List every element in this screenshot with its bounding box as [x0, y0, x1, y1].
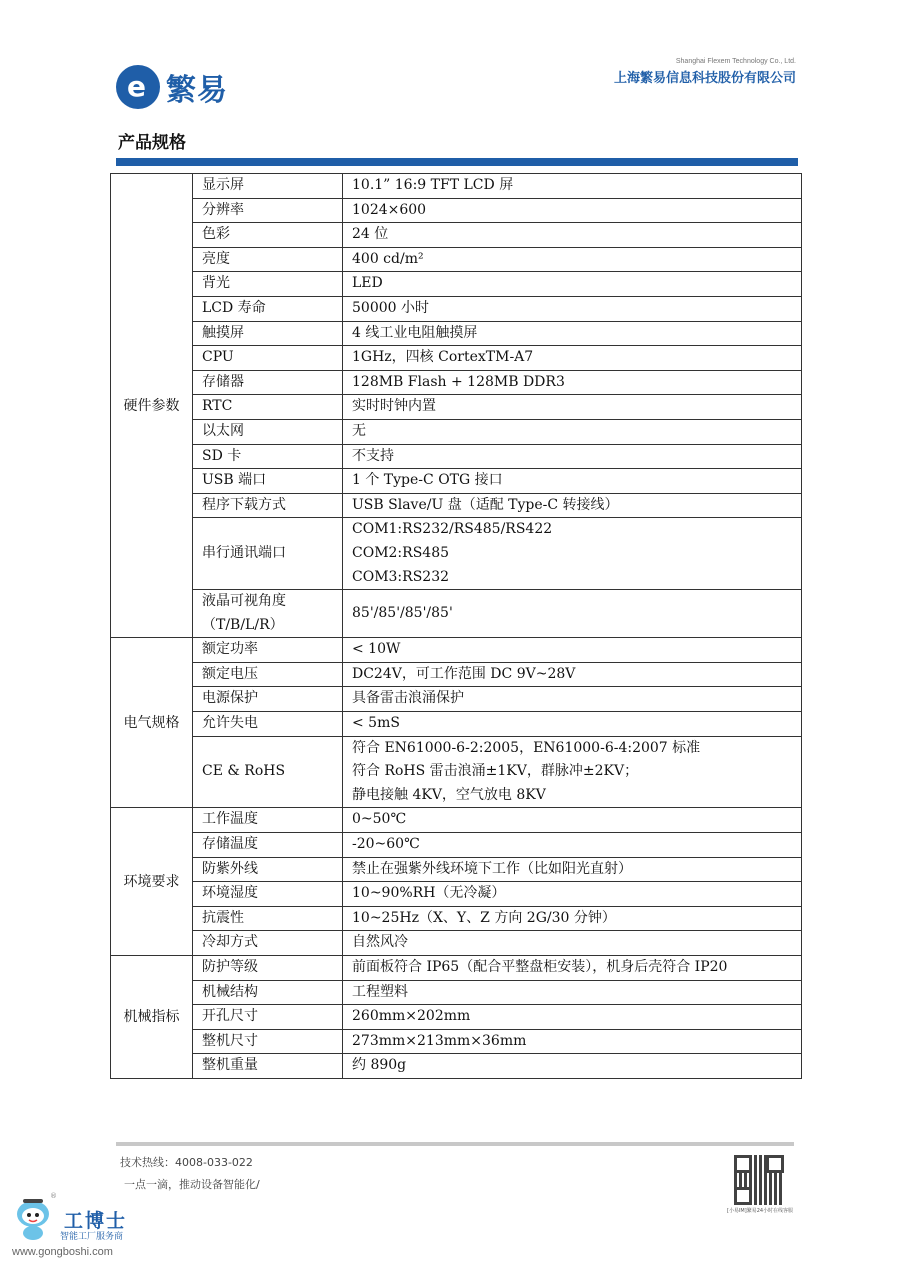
spec-value-line: LED — [352, 275, 383, 292]
spec-label — [193, 1005, 343, 1030]
spec-label-line: 开孔尺寸 — [202, 1008, 258, 1025]
spec-label — [193, 736, 343, 808]
spec-value-line: < 10W — [352, 641, 401, 658]
spec-label — [193, 833, 343, 858]
spec-label — [193, 444, 343, 469]
spec-value-line: 不支持 — [352, 447, 394, 464]
spec-value-line: < 5mS — [352, 715, 400, 732]
spec-value — [343, 346, 802, 371]
spec-label-line: SD 卡 — [202, 447, 242, 464]
spec-value — [343, 419, 802, 444]
spec-label — [193, 198, 343, 223]
spec-label-line: 冷却方式 — [202, 934, 258, 951]
spec-label — [193, 493, 343, 518]
spec-row — [111, 931, 802, 956]
spec-value — [343, 444, 802, 469]
spec-value — [343, 687, 802, 712]
spec-value-line: 10~25Hz（X、Y、Z 方向 2G/30 分钟） — [352, 909, 616, 926]
spec-label-line: 允许失电 — [202, 715, 258, 732]
spec-label-line: 防护等级 — [202, 959, 258, 975]
spec-row — [111, 493, 802, 518]
spec-group-name: 机械指标 — [111, 956, 193, 1079]
spec-label — [193, 247, 343, 272]
spec-row — [111, 857, 802, 882]
company-name-en: Shanghai Flexem Technology Co., Ltd. — [675, 58, 796, 65]
spec-label — [193, 980, 343, 1005]
spec-value-line: 273mm×213mm×36mm — [352, 1032, 527, 1049]
spec-row — [111, 687, 802, 712]
spec-row — [111, 198, 802, 223]
spec-label-line: 色彩 — [202, 226, 230, 243]
spec-label-line: CPU — [202, 349, 234, 366]
spec-value-line: 自然风冷 — [352, 934, 408, 951]
spec-row — [111, 980, 802, 1005]
company-logo — [116, 62, 228, 112]
spec-label-line: LCD 寿命 — [202, 299, 266, 316]
spec-row — [111, 272, 802, 297]
spec-value — [343, 808, 802, 833]
spec-row — [111, 638, 802, 663]
spec-label-line: USB 端口 — [202, 472, 267, 489]
spec-value — [343, 223, 802, 248]
spec-group-name: 硬件参数 — [111, 174, 193, 638]
spec-label-line: 分辨率 — [202, 201, 244, 218]
spec-row — [111, 590, 802, 638]
spec-label-line: 程序下载方式 — [202, 496, 286, 513]
spec-label — [193, 687, 343, 712]
spec-label — [193, 1029, 343, 1054]
spec-value — [343, 1054, 802, 1079]
spec-row — [111, 736, 802, 808]
spec-row — [111, 906, 802, 931]
spec-row — [111, 1005, 802, 1030]
mascot-robot-icon — [10, 1196, 56, 1242]
spec-value — [343, 906, 802, 931]
spec-label — [193, 956, 343, 981]
watermark-subtitle: 智能工厂服务商 — [60, 1232, 124, 1242]
spec-value-line: 1GHz，四核 CortexTM-A7 — [352, 349, 534, 366]
spec-row — [111, 321, 802, 346]
spec-row — [111, 808, 802, 833]
spec-label-line: 防紫外线 — [202, 860, 258, 877]
spec-value — [343, 518, 802, 590]
spec-value-line: 10~90%RH（无冷凝） — [352, 885, 506, 902]
spec-label — [193, 174, 343, 199]
watermark-brand: 工博士 — [64, 1210, 128, 1232]
spec-value — [343, 712, 802, 737]
spec-value-line: 符合 RoHS 雷击浪涌±1KV，群脉冲±2KV； — [352, 763, 639, 780]
section-title: 产品规格 — [118, 133, 186, 153]
spec-label-line: 额定功率 — [202, 641, 258, 658]
spec-value-line: 禁止在强紫外线环境下工作（比如阳光直射） — [352, 860, 632, 877]
spec-label-line: 整机尺寸 — [202, 1032, 258, 1049]
spec-value-line: 无 — [352, 422, 366, 439]
spec-value — [343, 662, 802, 687]
spec-value — [343, 296, 802, 321]
footer-divider — [116, 1142, 794, 1146]
title-divider — [116, 158, 798, 166]
spec-label-line: 工作温度 — [202, 811, 258, 828]
spec-value — [343, 833, 802, 858]
qr-caption: [小易IM]繁易24小时在线客服 — [727, 1208, 794, 1214]
spec-label-line: 以太网 — [202, 422, 244, 439]
spec-label — [193, 223, 343, 248]
spec-row — [111, 419, 802, 444]
spec-value — [343, 1005, 802, 1030]
spec-label-line: 液晶可视角度 — [202, 593, 286, 610]
spec-value-line: 实时时钟内置 — [352, 398, 436, 415]
logo-e-icon: e — [116, 65, 160, 109]
spec-value-line: 24 位 — [352, 226, 389, 243]
spec-label-line: 串行通讯端口 — [202, 544, 286, 561]
company-name — [614, 58, 796, 86]
spec-row — [111, 247, 802, 272]
spec-label-line: 环境湿度 — [202, 885, 258, 902]
spec-label — [193, 882, 343, 907]
spec-row — [111, 1054, 802, 1079]
spec-label-line: 亮度 — [202, 250, 230, 267]
spec-row — [111, 662, 802, 687]
spec-value — [343, 736, 802, 808]
spec-row — [111, 444, 802, 469]
spec-label — [193, 662, 343, 687]
spec-label — [193, 518, 343, 590]
spec-value-line: 85'/85'/85'/85' — [352, 604, 453, 621]
spec-value-line: 0~50℃ — [352, 811, 407, 828]
spec-label-line: （T/B/L/R） — [202, 616, 284, 633]
spec-label — [193, 346, 343, 371]
spec-label-line: 机械结构 — [202, 983, 258, 1000]
spec-value-line: 静电接触 4KV，空气放电 8KV — [352, 786, 546, 803]
spec-value-line: 具备雷击浪涌保护 — [352, 690, 464, 707]
spec-value — [343, 395, 802, 420]
spec-value — [343, 370, 802, 395]
spec-value — [343, 198, 802, 223]
spec-value — [343, 247, 802, 272]
spec-value — [343, 174, 802, 199]
spec-label — [193, 638, 343, 663]
spec-value-line: 260mm×202mm — [352, 1008, 471, 1025]
spec-value — [343, 980, 802, 1005]
spec-value-line: -20~60℃ — [352, 836, 420, 853]
slogan: 一点一滴，推动设备智能化/ — [124, 1178, 260, 1191]
spec-value-line: 工程塑料 — [352, 983, 408, 1000]
spec-value-line: 符合 EN61000-6-2:2005，EN61000-6-4:2007 标准 — [352, 739, 701, 756]
spec-value — [343, 272, 802, 297]
spec-label-line: 整机重量 — [202, 1057, 258, 1074]
spec-label-line: 背光 — [202, 275, 230, 292]
spec-label-line: 电源保护 — [202, 690, 258, 707]
spec-value — [343, 931, 802, 956]
spec-value-line: 10.1” 16:9 TFT LCD 屏 — [352, 177, 514, 193]
spec-value-line: COM3:RS232 — [352, 568, 450, 585]
spec-value-line: 128MB Flash + 128MB DDR3 — [352, 373, 565, 390]
spec-label — [193, 808, 343, 833]
spec-label — [193, 712, 343, 737]
spec-value — [343, 493, 802, 518]
spec-value-line: 约 890g — [352, 1057, 407, 1074]
spec-group-name: 环境要求 — [111, 808, 193, 956]
spec-row — [111, 223, 802, 248]
spec-label — [193, 370, 343, 395]
spec-value-line: 4 线工业电阻触摸屏 — [352, 324, 478, 341]
spec-row — [111, 346, 802, 371]
spec-label — [193, 419, 343, 444]
spec-row — [111, 712, 802, 737]
spec-value — [343, 956, 802, 981]
qr-code-icon — [734, 1155, 784, 1205]
spec-label — [193, 469, 343, 494]
spec-group-name: 电气规格 — [111, 638, 193, 808]
spec-row — [111, 882, 802, 907]
spec-value — [343, 638, 802, 663]
spec-label — [193, 590, 343, 638]
spec-value-line: 前面板符合 IP65（配合平整盘柜安装），机身后壳符合 IP20 — [352, 959, 728, 975]
watermark-website: www.gongboshi.com — [12, 1246, 113, 1258]
spec-label — [193, 931, 343, 956]
spec-value-line: COM2:RS485 — [352, 544, 450, 561]
spec-label-line: 触摸屏 — [202, 324, 244, 341]
spec-row — [111, 174, 802, 199]
spec-value — [343, 321, 802, 346]
spec-value — [343, 1029, 802, 1054]
spec-value-line: 1 个 Type-C OTG 接口 — [352, 472, 503, 489]
spec-value-line: 400 cd/m² — [352, 250, 424, 267]
spec-row — [111, 296, 802, 321]
spec-label-line: RTC — [202, 398, 233, 415]
spec-value — [343, 590, 802, 638]
spec-row — [111, 833, 802, 858]
spec-label-line: CE & RoHS — [202, 763, 286, 780]
company-name-cn: 上海繁易信息科技股份有限公司 — [613, 71, 796, 86]
spec-row — [111, 370, 802, 395]
spec-label — [193, 857, 343, 882]
tech-hotline: 技术热线：4008-033-022 — [120, 1156, 253, 1169]
spec-value-line: COM1:RS232/RS485/RS422 — [352, 521, 553, 538]
registered-mark: ® — [50, 1192, 57, 1200]
spec-value-line: 1024×600 — [352, 201, 427, 218]
spec-table — [110, 173, 802, 1079]
spec-label — [193, 395, 343, 420]
logo-text: 繁易 — [166, 73, 228, 108]
spec-value — [343, 882, 802, 907]
spec-label — [193, 296, 343, 321]
spec-row — [111, 469, 802, 494]
spec-value-line: USB Slave/U 盘（适配 Type-C 转接线） — [352, 496, 619, 513]
spec-label — [193, 321, 343, 346]
spec-label — [193, 906, 343, 931]
spec-value — [343, 469, 802, 494]
spec-row — [111, 395, 802, 420]
spec-value-line: 50000 小时 — [352, 299, 429, 316]
spec-label-line: 抗震性 — [202, 909, 244, 926]
spec-label-line: 存储器 — [202, 373, 244, 390]
spec-label — [193, 1054, 343, 1079]
spec-value — [343, 857, 802, 882]
spec-label-line: 存储温度 — [202, 836, 258, 853]
spec-value-line: DC24V，可工作范围 DC 9V~28V — [352, 665, 576, 682]
spec-row — [111, 956, 802, 981]
spec-row — [111, 1029, 802, 1054]
spec-label — [193, 272, 343, 297]
spec-label-line: 额定电压 — [202, 665, 258, 682]
spec-row — [111, 518, 802, 590]
spec-label-line: 显示屏 — [202, 177, 244, 193]
